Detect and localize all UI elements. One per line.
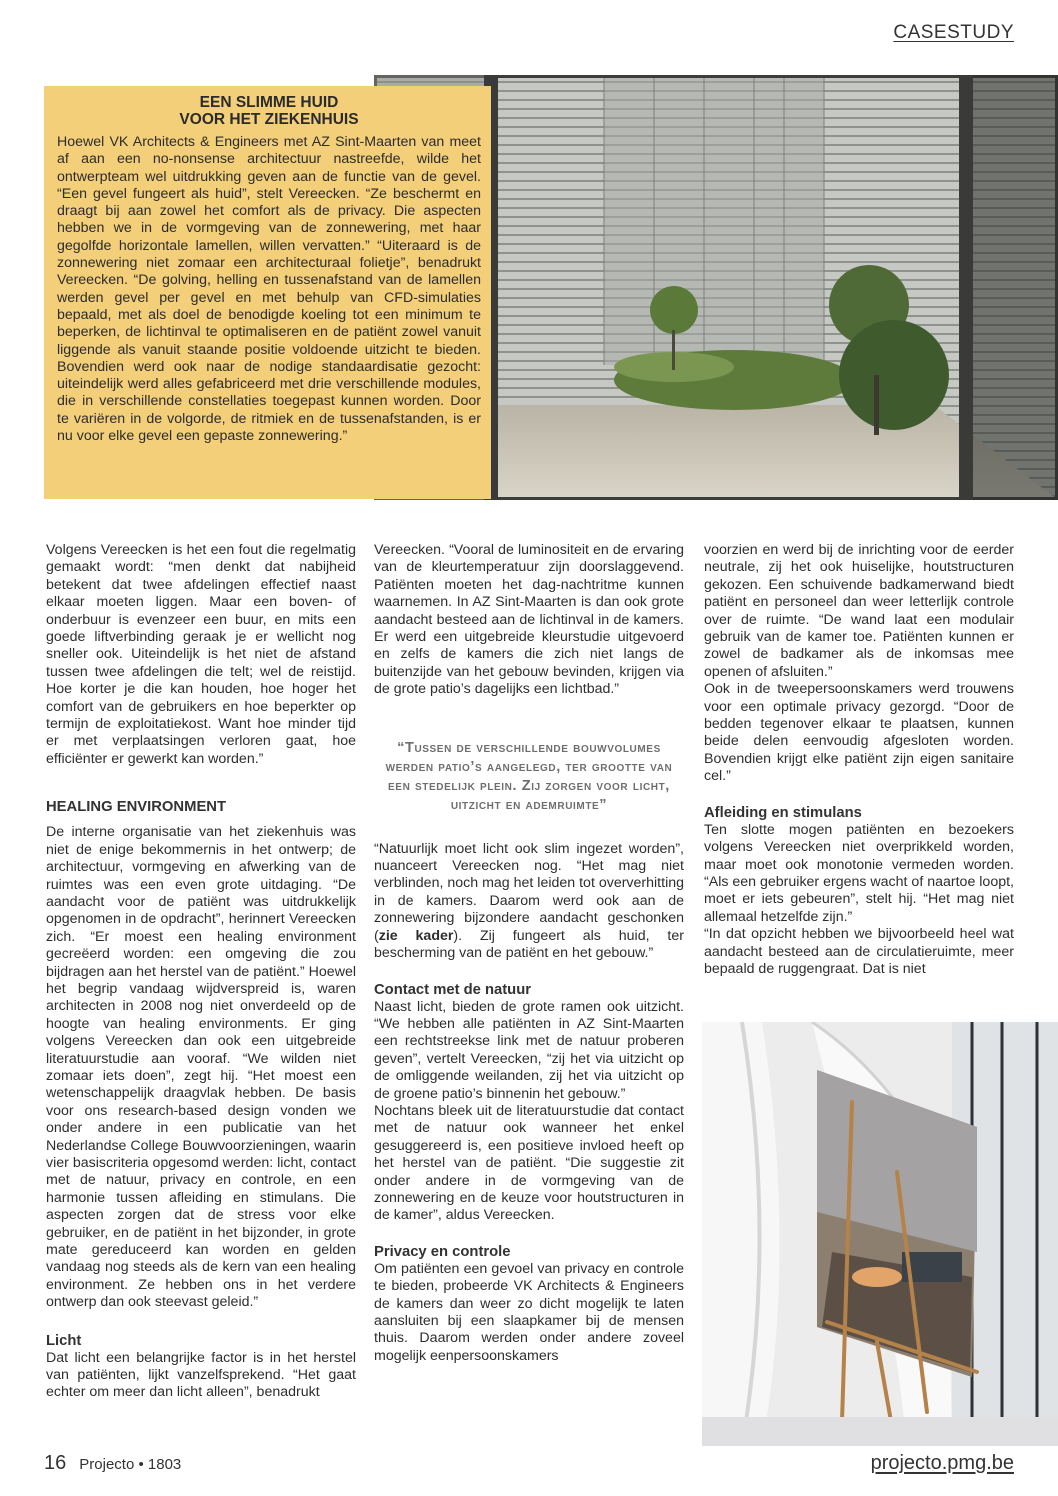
- paragraph: Dat licht een belangrijke factor is in het herstel van patiënten, lijkt vanzelfsprekend. “Het gaat echter om meer dan licht alleen”, benadrukt: [46, 1349, 356, 1401]
- section-heading: HEALING ENVIRONMENT: [46, 799, 227, 816]
- section-heading: Licht: [46, 1332, 82, 1349]
- section-heading: Privacy en controle: [374, 1243, 511, 1260]
- magazine-issue: Projecto • 1803: [79, 1456, 182, 1473]
- pull-quote: “Tussen de verschillende bouwvolumes werden patio’s aangelegd, ter grootte van een stedelijk plein. Zij zorgen voor licht, uitzicht en ademruimte”: [385, 739, 673, 813]
- info-box: [44, 86, 491, 499]
- paragraph: Vereecken. “Vooral de luminositeit en de ervaring van de kleurtemperatuur zijn doorslaggevend. Patiënten moeten het dag-nachtritme kunnen waarnemen. In AZ Sint-Maarten is dan ook grote aandacht besteed aan de lichtinval in de kamers. Er werd een uitgebreide kleurstudie uitgevoerd en zelfs de kamers die zich niet langs de buitenzijde van het gebouw bevinden, krijgen via de grote patio’s dagelijks een lichtbad.”: [374, 542, 684, 698]
- paragraph: Ten slotte mogen patiënten en bezoekers volgens Vereecken niet overprikkeld worden, maar moet ook monotonie vermeden worden. “Als een gebruiker ergens wacht of naartoe loopt, moet er iets gebeuren”, stelt hij. “Het mag niet allemaal hetzelfde zijn.”: [704, 821, 1014, 925]
- paragraph: voorzien en werd bij de inrichting voor de eerder neutrale, zij het ook huiselijke, houtstructuren gekozen. Een schuivende badkamerwand biedt patiënt en personeel dan weer letterlijk controle over de ruimte. “De wand laat een modulair gebruik van de kamer toe. Patiënten kunnen er zowel de badkamer als de inkomsas mee openen of afsluiten.”: [704, 542, 1014, 680]
- info-box-text: Hoewel VK Architects & Engineers met AZ Sint-Maarten van meet af aan een no-nonsense architectuur nastreefde, wilde het ontwerpteam wel uitdrukking geven aan de functie van de gevel. “Een gevel fungeert als huid”, stelt Vereecken. “Ze beschermt en draagt bij aan zowel het comfort als de privacy. Die aspecten hebben we in de vormgeving van de zonnewering, met haar gegolfde horizontale lamellen, willen vervatten.” “Uiteraard is de zonnewering niet zomaar een architecturaal folietje”, benadrukt Vereecken. “De golving, helling en tussenafstand van de lamellen werden gevel per gevel en met behulp van CFD-simulaties bepaald, met als doel de benodigde koeling tot een minimum te beperken, de lichtinval te optimaliseren en de patiënt zowel vanuit liggende als vanuit staande positie voldoende uitzicht te bieden. Bovendien werd ook naar de nodige standaardisatie gezocht: uiteindelijk werd alles gefabriceerd met drie verschillende modules, die in verschillende constellaties toegepast kunnen worden. Door te variëren in de volgorde, de ritmiek en de tussenafstanden, is er nu voor elke gevel een gepaste zonnewering.”: [57, 134, 481, 445]
- column-2: [374, 542, 684, 1365]
- section-heading: Afleiding en stimulans: [704, 804, 862, 821]
- paragraph: Naast licht, bieden de grote ramen ook uitzicht. “We hebben alle patiënten in AZ Sint-Maarten een rechtstreekse link met de natuur proberen geven”, vertelt Vereecken, “zij het via uitzicht op de omliggende weilanden, zij het via uitzicht op de groene patio’s binnenin het gebouw.”: [374, 998, 684, 1102]
- info-box-title-line2: VOOR HET ZIEKENHUIS: [179, 111, 359, 128]
- paragraph: De interne organisatie van het ziekenhuis was niet de enige bekommernis in het ontwerp; de architectuur, vormgeving en afwerking van de ruimtes was een even grote uitdaging. “De aandacht voor de patiënt was uitdrukkelijk opgenomen in de opdracht”, herinnert Vereecken zich. “Er moest een healing environment gecreëerd worden: een omgeving die zou bijdragen aan het herstel van de patiënt.” Hoewel het begrip vandaag wijdverspreid is, waren architecten in 2008 nog niet onverdeeld op de hoogte van healing environments. Er ging volgens Vereecken dan ook een uitgebreide literatuurstudie aan vooraf. “We wilden niet zomaar iets doen”, zegt hij. “Het moest een wetenschappelijk draagvlak hebben. De basis voor ons research-based design vonden we onder andere in een publicatie van het Nederlandse College Bouwvoorzieningen, waarin vier basiscriteria opgesomd werden: licht, contact met de natuur, privacy en controle, en een harmonie tussen afleiding en stimulans. Die aspecten zorgen dat de stress voor elke gebruiker, en de patiënt in het bijzonder, in grote mate gereduceerd kan worden en gelden vandaag nog steeds als de kern van een healing environment. Ze hebben ons in het verdere ontwerp dan ook steevast geleid.”: [46, 824, 356, 1311]
- section-heading: Contact met de natuur: [374, 981, 532, 998]
- interior-photo: [702, 1022, 1058, 1446]
- section-tag: CASESTUDY: [893, 22, 1014, 43]
- paragraph: Ook in de tweepersoonskamers werd trouwens voor een optimale privacy gezorgd. “Door de bedden tegenover elkaar te plaatsen, kunnen beide delen eenvoudig afgesloten worden. Bovendien krijgt elke patiënt zijn eigen sanitaire cel.”: [704, 681, 1014, 785]
- paragraph: Om patiënten een gevoel van privacy en controle te bieden, probeerde VK Architects & Engineers de kamers dan weer zo dicht mogelijk te laten aansluiten bij een slaapkamer bij de mensen thuis. Daarom werden onder andere zoveel mogelijk eenpersoonskamers: [374, 1260, 684, 1364]
- info-box-title-line1: EEN SLIMME HUID: [199, 94, 339, 111]
- page-number: 16: [44, 1452, 67, 1474]
- paragraph: Volgens Vereecken is het een fout die regelmatig gemaakt wordt: “men denkt dat nabijheid betekent dat twee afdelingen effectief naast elkaar moeten liggen. Maar een boven- of onderbuur is evenzeer een buur, en mits een goede liftverbinding geraak je er wellicht nog sneller ook. Uiteindelijk is het niet de afstand tussen twee afdelingen die telt; wel de reistijd. Hoe korter je die kan houden, hoe hoger het comfort van de gebruikers en hoe beperkter op termijn de exploitatiekost. Want hoe minder tijd er met verplaatsingen verloren gaat, hoe efficiënter er gewerkt kan worden.”: [46, 542, 356, 767]
- paragraph: Nochtans bleek uit de literatuurstudie dat contact met de natuur ook wanneer het enkel gesuggereerd is, een positieve invloed heeft op het herstel van de patiënt. “Die suggestie zit onder andere in de vormgeving van de zonnewering en de keuze voor houtstructuren in de kamer”, aldus Vereecken.: [374, 1102, 684, 1224]
- box-reference: zie kader: [378, 927, 454, 944]
- paragraph: [374, 841, 684, 963]
- paragraph: “In dat opzicht hebben we bijvoorbeeld heel wat aandacht besteed aan de circulatieruimte, meer bepaald de ruggengraat. Dat is niet: [704, 926, 1014, 977]
- column-3: [704, 542, 1014, 978]
- paragraph-text: “Natuurlijk moet licht ook slim ingezet worden”, nuanceert Vereecken nog. “Het mag niet verblinden, noch mag het leiden tot oververhitting in de kamers. Daarom werd ook aan de zonnewering bijzondere aandacht geschonken (: [374, 840, 684, 944]
- paragraph-text: ). Zij fungeert als huid, ter bescherming van de patiënt en het gebouw.”: [374, 927, 684, 962]
- info-box-title: [57, 94, 481, 128]
- website-link[interactable]: projecto.pmg.be: [870, 1452, 1014, 1474]
- page-footer: [44, 1452, 181, 1475]
- column-1: [46, 542, 356, 1402]
